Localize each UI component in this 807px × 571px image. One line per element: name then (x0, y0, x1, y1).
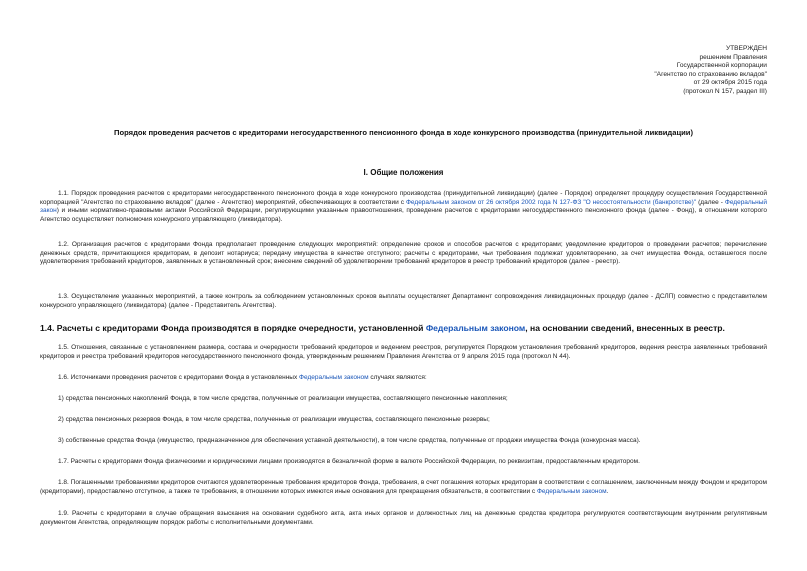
approval-stamp (654, 45, 767, 96)
paragraph-text: случаях являются: (368, 374, 427, 381)
law-link[interactable]: Федеральным законом от 26 октября 2002 года N 127-ФЗ "О несостоятельности (банкротстве)" (405, 198, 697, 206)
paragraph-1-3 (40, 293, 767, 310)
paragraph-text: 1.8. Погашенными требованиями кредиторов считаются удовлетворенные требования кредиторов Фонда, требования, в счет погашения которых кредиторам в соответствии с соглашением, заключенным между Фондом и кредитором (кредиторами), предоставлено отступное, а также те требования, в отношении которых имеются иные основания для прекращения обязательств, в соответствии с (40, 479, 767, 495)
approval-line: решением Правления (699, 53, 767, 61)
list-item-1 (40, 395, 767, 404)
paragraph-1-4 (40, 323, 767, 334)
section-title: I. Общие положения (363, 168, 444, 177)
law-link[interactable]: Федеральным законом (299, 374, 369, 381)
paragraph-text: 1.1. Порядок проведения расчетов с кредиторами негосударственного пенсионного фонда в ходе конкурсного производства (принудительной ликвидации) (далее - Порядок) определяет процедуру осуществления Государственной корпорацией "Агентство по страхованию вкладов" (далее - Агентство) мероприятий, обеспечивающих в соответствии с (40, 190, 767, 206)
paragraph-1-9 (40, 510, 767, 527)
paragraph-text: 3) собственные средства Фонда (имущество, предназначенное для обеспечения уставной деятельности), в том числе средства, полученные от продажи имущества Фонда (конкурсная масса). (58, 437, 641, 444)
paragraph-1-8 (40, 479, 767, 496)
paragraph-text: , на основании сведений, внесенных в реестр. (525, 323, 725, 333)
paragraph-1-2 (40, 241, 767, 267)
paragraph-1-7 (40, 458, 767, 467)
approval-line: УТВЕРЖДЕН (725, 45, 767, 52)
paragraph-text: 1.9. Расчеты с кредиторами в случае обращения взыскания на основании судебного акта, акта иных органов и должностных лиц на денежные средства кредитора регулируются соответствующим внутренним регулятивным документом Агентства, определяющим порядок работы с исполнительными документами. (40, 510, 767, 526)
paragraph-text: 2) средства пенсионных резервов Фонда, в том числе средства, полученные от реализации имущества, составляющего пенсионные резервы; (58, 416, 490, 423)
paragraph-1-1 (40, 190, 767, 224)
law-link[interactable]: Федеральным законом (425, 323, 526, 333)
law-link[interactable]: Федеральным законом (536, 487, 607, 495)
paragraph-text: ) и иными нормативно-правовыми актами Российской Федерации, регулирующими указанные правоотношения, проведение расчетов с кредиторами негосударственного пенсионного фонда (далее - Фонд), в отношении которого Агентство осуществляет полномочия конкурсного управляющего (ликвидатора). (40, 207, 767, 223)
paragraph-text: 1) средства пенсионных накоплений Фонда, в том числе средства, полученные от реализации имущества, составляющего пенсионные накопления; (58, 395, 508, 402)
paragraph-1-6 (40, 374, 767, 383)
list-item-2 (40, 416, 767, 425)
approval-line: Государственной корпорации (676, 62, 767, 70)
paragraph-text: 1.5. Отношения, связанные с установлением размера, состава и очередности требований кредиторов и ведением реестров, регулируется Порядком установления требований кредиторов, ведения реестра заявленных требований кредиторов и реестра требований кредиторов негосударственного пенсионного фонда, утвержденным решением Правления Агентства от 9 апреля 2015 года (протокол N 44). (40, 344, 767, 360)
paragraph-text: 1.7. Расчеты с кредиторами Фонда физическими и юридическими лицами производятся в безналичной форме в валюте Российской Федерации, по реквизитам, предоставленным кредитором. (58, 458, 640, 465)
list-item-3 (40, 437, 767, 446)
document-title: Порядок проведения расчетов с кредиторами негосударственного пенсионного фонда в ходе конкурсного производства (принудительной ликвидации) (114, 128, 693, 137)
paragraph-text: 1.2. Организация расчетов с кредиторами Фонда предполагает проведение следующих мероприятий: определение сроков и способов расчетов с кредиторами; уведомление кредиторов о проведении расчетов; перечисление денежных средств, причитающихся кредиторам, в депозит нотариуса; передачу имущества в качестве отступного; расчеты с кредиторами, чьи требования подлежат удовлетворению, за счет имущества Фонда, оставшегося после удовлетворения требований кредиторов, заявленных в установленный срок; внесение сведений об удовлетворении требований кредиторов в реестр требований кредиторов (далее - реестр). (40, 241, 767, 266)
paragraph-text: 1.4. Расчеты с кредиторами Фонда производятся в порядке очередности, установленной (40, 323, 426, 333)
approval-line: (протокол N 157, раздел III) (683, 87, 767, 95)
law-link[interactable]: Федеральный закон (40, 198, 767, 215)
paragraph-text: . (606, 487, 609, 495)
paragraph-text: (далее - (696, 198, 725, 206)
paragraph-text: 1.6. Источниками проведения расчетов с кредиторами Фонда в установленных (58, 374, 300, 381)
paragraph-text: 1.3. Осуществление указанных мероприятий, а также контроль за соблюдением установленных сроков выплаты осуществляет Департамент сопровождения ликвидационных процедур (далее - ДСЛП) совместно с представителем конкурсного управляющего (ликвидатора) (далее - Представитель Агентства). (40, 293, 767, 309)
approval-line: "Агентство по страхованию вкладов" (654, 70, 767, 78)
approval-line: от 29 октября 2015 года (693, 79, 767, 87)
paragraph-1-5 (40, 344, 767, 361)
